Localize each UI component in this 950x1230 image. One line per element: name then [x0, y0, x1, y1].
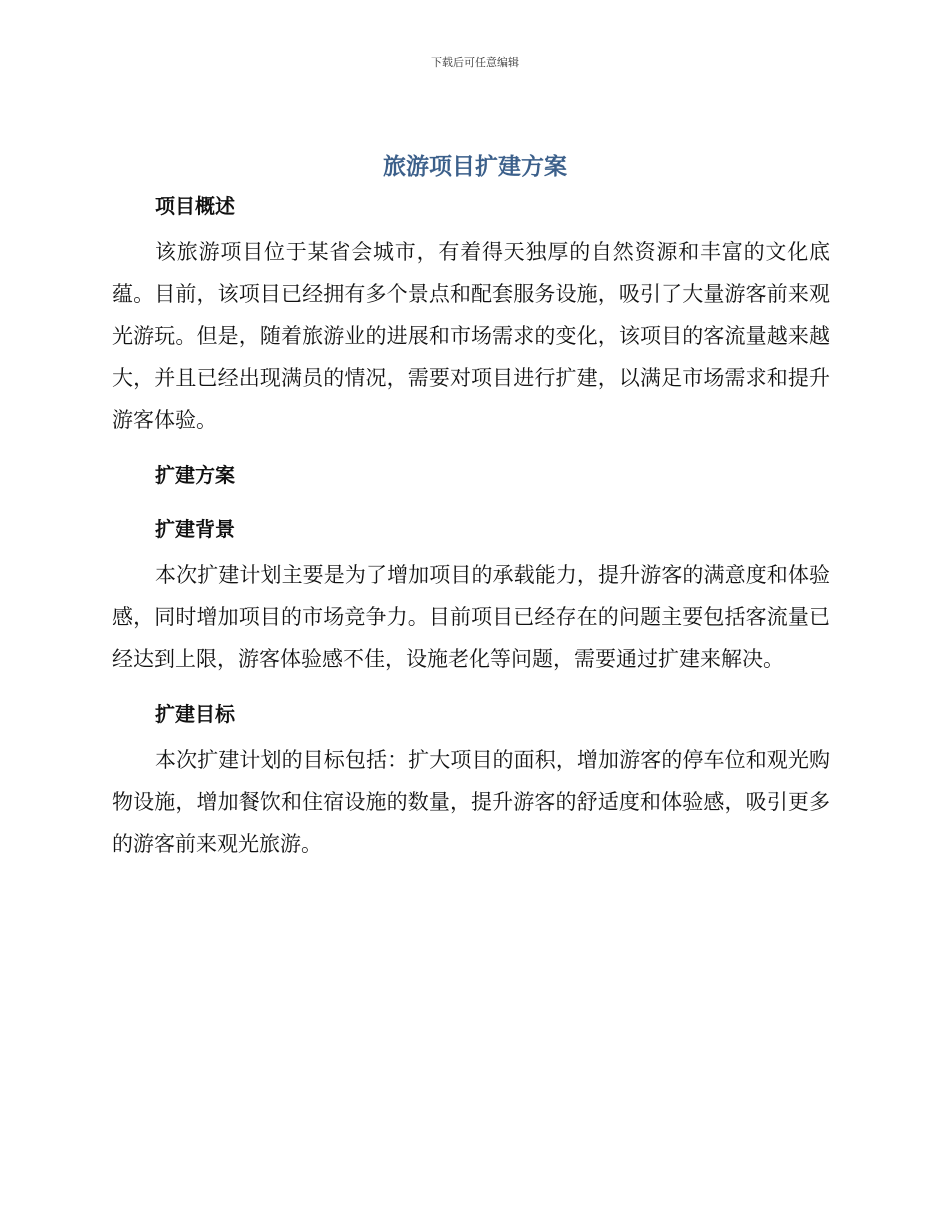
section-heading-overview: 项目概述 — [155, 194, 235, 218]
section-heading-background: 扩建背景 — [155, 517, 235, 541]
paragraph-overview: 该旅游项目位于某省会城市，有着得天独厚的自然资源和丰富的文化底蕴。目前，该项目已经拥有多个景点和配套服务设施，吸引了大量游客前来观光游玩。但是，随着旅游业的进展和市场需求的变化，该项目的客流量越来越大，并且已经出现满员的情况，需要对项目进行扩建，以满足市场需求和提升游客体验。 — [112, 240, 830, 432]
section-heading-goals: 扩建目标 — [155, 702, 235, 726]
section-heading-expansion-plan: 扩建方案 — [155, 463, 235, 487]
paragraph-goals: 本次扩建计划的目标包括：扩大项目的面积，增加游客的停车位和观光购物设施，增加餐饮和住宿设施的数量，提升游客的舒适度和体验感，吸引更多的游客前来观光旅游。 — [112, 748, 830, 856]
header-note: 下载后可任意编辑 — [431, 56, 519, 69]
paragraph-background: 本次扩建计划主要是为了增加项目的承载能力，提升游客的满意度和体验感，同时增加项目的市场竞争力。目前项目已经存在的问题主要包括客流量已经达到上限，游客体验感不佳，设施老化等问题，需要通过扩建来解决。 — [112, 563, 830, 671]
document-title: 旅游项目扩建方案 — [383, 154, 567, 180]
document-body — [112, 186, 830, 865]
